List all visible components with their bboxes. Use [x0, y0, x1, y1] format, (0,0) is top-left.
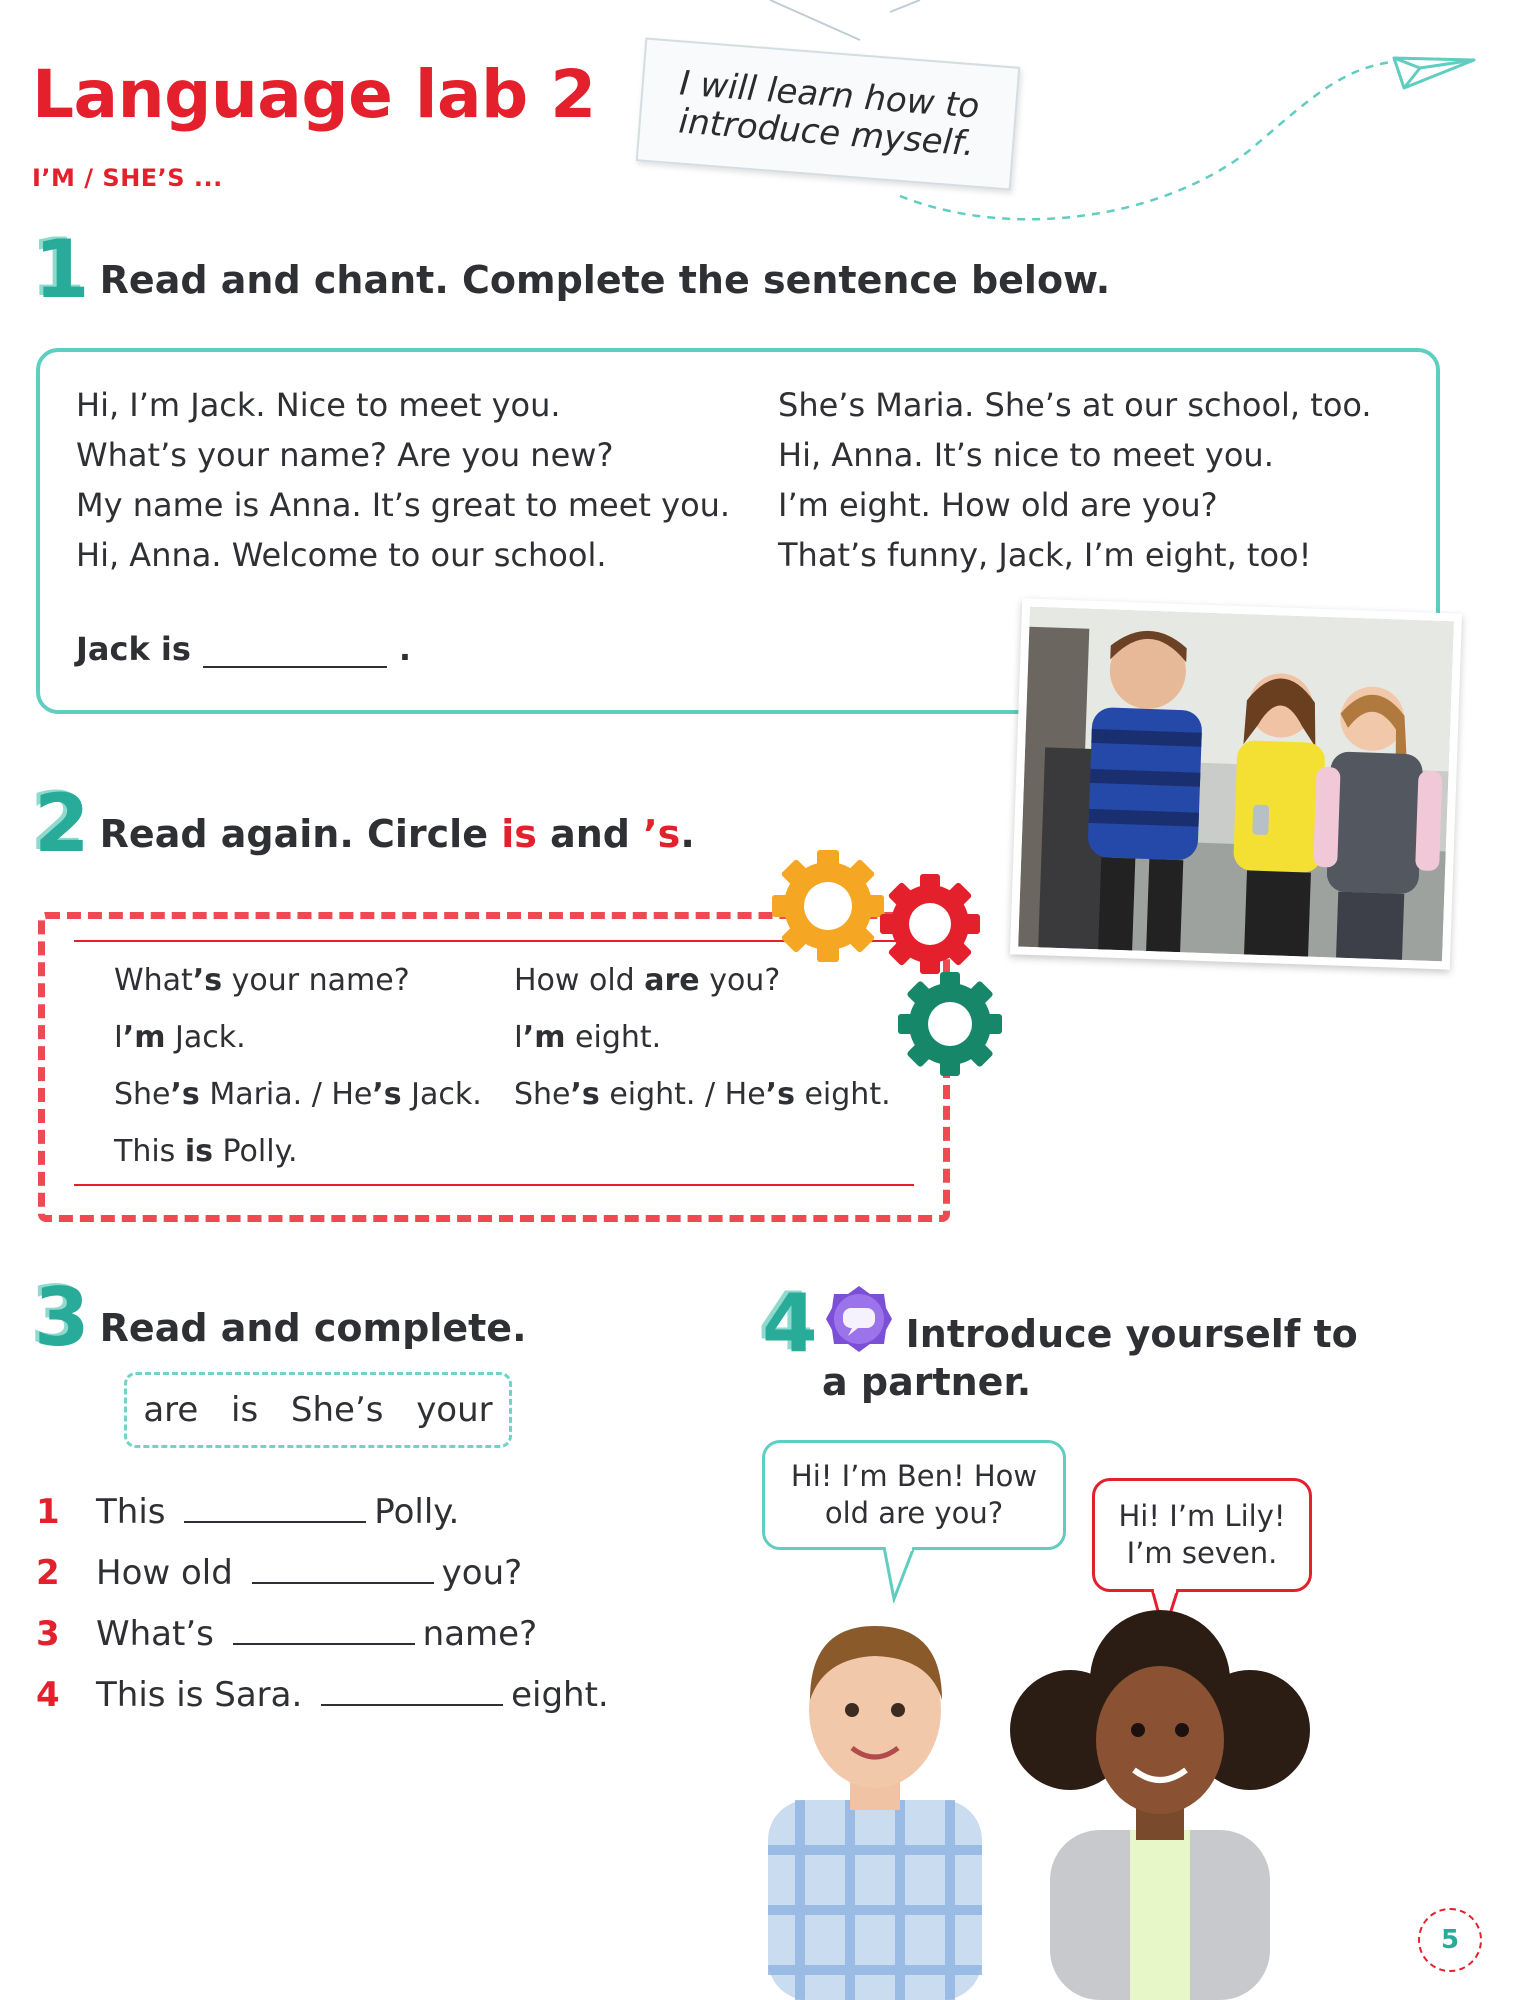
bubble-line: Hi! I’m Lily!: [1118, 1499, 1286, 1533]
grammar-example: What’s your name?: [114, 963, 410, 998]
grammar-example: How old are you?: [514, 963, 781, 998]
chant-line: She’s Maria. She’s at our school, too.: [778, 386, 1372, 424]
answer-blank[interactable]: [203, 636, 387, 668]
section-2-number: 2: [34, 777, 90, 870]
section-2-instruction: [100, 812, 695, 858]
children-photo-illustration: [1018, 607, 1454, 962]
instruction-text: Read again. Circle: [99, 812, 488, 856]
page-title: Language lab 2: [32, 56, 596, 133]
section-1-heading: [34, 223, 1111, 316]
grammar-example: I’m eight.: [514, 1020, 662, 1055]
exercise-list: [36, 1482, 609, 1726]
word-bank-item: your: [416, 1390, 493, 1430]
word-bank-item: is: [231, 1390, 259, 1430]
answer-blank[interactable]: [252, 1554, 434, 1584]
answer-blank[interactable]: [321, 1676, 503, 1706]
completion-sentence: [76, 630, 411, 668]
completion-suffix: .: [398, 630, 412, 668]
word-bank: [124, 1372, 512, 1448]
instruction-period: .: [680, 812, 695, 856]
chant-line: What’s your name? Are you new?: [76, 436, 614, 474]
grammar-example: She’s eight. / He’s eight.: [514, 1077, 891, 1112]
word-bank-item: are: [143, 1390, 199, 1430]
section-4-instruction-line2: a partner.: [822, 1360, 1032, 1404]
grammar-bottom-rule: [74, 1184, 914, 1186]
exercise-item: 1 This Polly.: [36, 1492, 460, 1532]
instruction-and: and: [550, 812, 631, 856]
bubble-line: I’m seven.: [1126, 1536, 1278, 1570]
boy-ben-illustration: [740, 1600, 1010, 2000]
chant-left-column: [76, 380, 730, 580]
answer-blank[interactable]: [233, 1615, 415, 1645]
learning-objective-text: I will learn how to introduce myself.: [677, 63, 981, 165]
speech-bubble-icon: [824, 1284, 894, 1354]
grammar-example: She’s Maria. / He’s Jack.: [114, 1077, 482, 1112]
page-subtitle: I’M / SHE’S ...: [32, 164, 223, 192]
chant-line: Hi, Anna. It’s nice to meet you.: [778, 436, 1274, 474]
section-1-instruction: Read and chant. Complete the sentence below.: [99, 258, 1111, 302]
section-1-number: 1: [34, 223, 90, 316]
paper-plane-icon: [1390, 42, 1480, 98]
bubble-line: Hi! I’m Ben! How: [790, 1459, 1038, 1493]
chant-line: I’m eight. How old are you?: [778, 486, 1218, 524]
section-4-heading: [762, 1277, 1358, 1370]
girl-lily-illustration: [1000, 1600, 1320, 2000]
gears-decoration: [770, 848, 1010, 1088]
highlight-is: is: [501, 812, 537, 856]
exercise-item: 2 How old you?: [36, 1553, 523, 1593]
section-3-heading: [34, 1271, 527, 1364]
completion-prefix: Jack is: [76, 630, 191, 668]
lily-speech-bubble: [1092, 1478, 1312, 1592]
gear-icon: [772, 850, 884, 962]
gear-icon: [898, 972, 1002, 1076]
chant-line: That’s funny, Jack, I’m eight, too!: [778, 536, 1312, 574]
section-2-heading: [34, 777, 695, 870]
gear-icon: [880, 874, 980, 974]
highlight-s: ’s: [643, 812, 681, 856]
chant-line: My name is Anna. It’s great to meet you.: [76, 486, 731, 524]
section-4-instruction-line1: Introduce yourself to: [905, 1312, 1358, 1356]
section-3-number: 3: [34, 1271, 90, 1364]
grammar-example: I’m Jack.: [114, 1020, 246, 1055]
grammar-left-column: [114, 952, 482, 1180]
exercise-item: 4 This is Sara. eight.: [36, 1675, 609, 1715]
children-photo: [1010, 598, 1462, 969]
section-4-number: 4: [762, 1277, 818, 1370]
ben-speech-bubble: [762, 1440, 1066, 1550]
chant-line: Hi, Anna. Welcome to our school.: [76, 536, 607, 574]
page-number: 5: [1418, 1908, 1482, 1972]
answer-blank[interactable]: [184, 1493, 366, 1523]
bubble-line: old are you?: [824, 1496, 1004, 1530]
chant-right-column: [778, 380, 1372, 580]
grammar-example: This is Polly.: [114, 1134, 298, 1169]
exercise-item: 3 What’s name?: [36, 1614, 538, 1654]
word-bank-item: She’s: [290, 1390, 384, 1430]
bubble-tail: [880, 1547, 920, 1603]
chant-line: Hi, I’m Jack. Nice to meet you.: [76, 386, 561, 424]
section-3-instruction: Read and complete.: [99, 1306, 527, 1350]
